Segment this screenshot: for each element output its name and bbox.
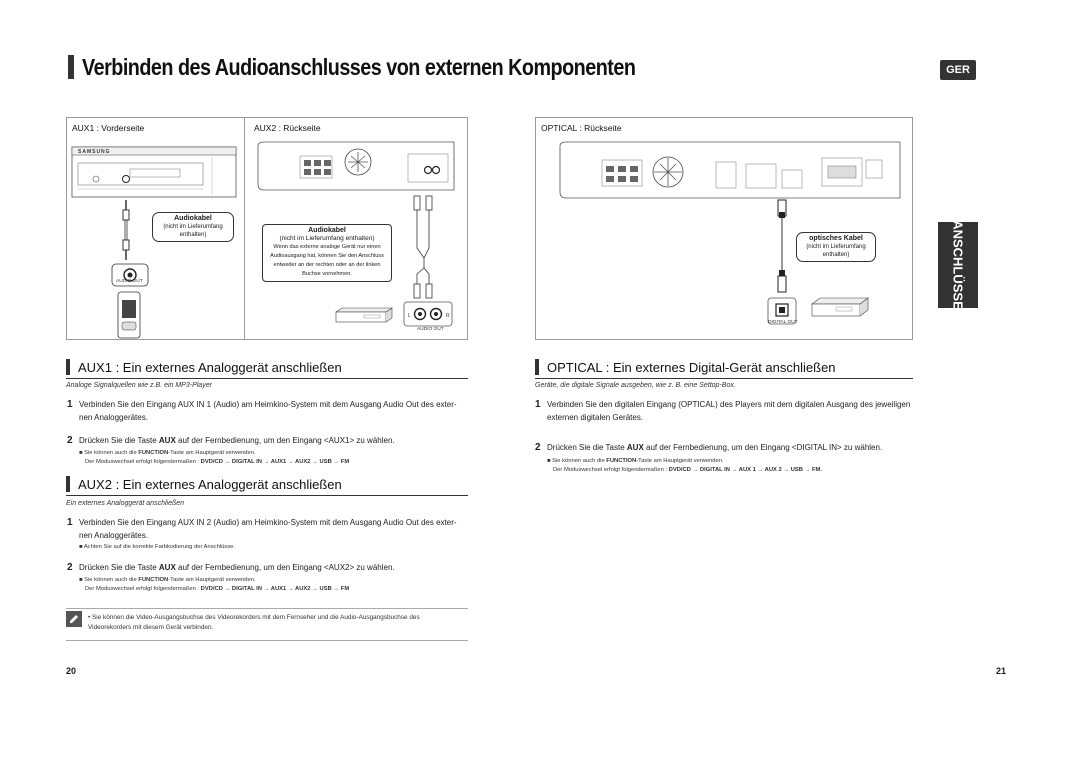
heading-marker	[535, 359, 539, 375]
optical-cable-title: optisches Kabel	[809, 235, 863, 242]
aux2-heading-text: AUX2 : Ein externes Analoggerät anschließen	[78, 476, 342, 492]
aux1-step-2-post: auf der Fernbedienung, um den Eingang <AUX1> zu wählen.	[175, 436, 395, 445]
page-number-right: 21	[996, 666, 1007, 676]
aux2-note-2-seq: DVD/CD → DIGITAL IN → AUX1 → AUX2 → USB → FM	[200, 586, 350, 592]
aux1-cable-sub: (nicht im Lieferumfang enthalten)	[163, 224, 223, 238]
aux2-step-2-post: auf der Fernbedienung, um den Eingang <AUX2> zu wählen.	[175, 563, 395, 572]
optical-heading-rule	[535, 378, 913, 379]
optical-heading-text: OPTICAL : Ein externes Digital-Gerät anschließen	[547, 359, 836, 375]
aux2-step-2-pre: Drücken Sie die Taste	[79, 563, 159, 572]
optical-step-1-text: Verbinden Sie den digitalen Eingang (OPTICAL) des Players mit dem digitalen Ausgang des jeweiligen externen digitalen Gerätes.	[547, 400, 911, 422]
section-tab-label: ANSCHLÜSSE	[950, 220, 966, 310]
tip-rule-top	[66, 608, 468, 609]
heading-marker	[66, 359, 70, 375]
aux1-panel-label: AUX1 : Vorderseite	[72, 123, 145, 133]
aux1-heading-text: AUX1 : Ein externes Analoggerät anschließen	[78, 359, 342, 375]
digital-out-label: DIGITAL OUT	[768, 320, 798, 325]
aux2-r-label: R	[446, 313, 450, 319]
optical-note-2-seq: DVD/CD → DIGITAL IN → AUX 1 → AUX 2 → USB → FM.	[668, 467, 822, 473]
square-bullet-icon: ■	[79, 450, 83, 456]
optical-step-2-post: auf der Fernbedienung, um den Eingang <DIGITAL IN> zu wählen.	[643, 443, 883, 452]
optical-note-2-pre: Der Moduswechsel erfolgt folgendermaßen :	[553, 467, 669, 473]
aux1-audio-out-label: AUDIO OUT	[116, 279, 143, 284]
aux2-note-0	[79, 543, 459, 552]
square-bullet-icon: ■	[79, 577, 83, 583]
aux2-note-1-key: FUNCTION	[138, 577, 169, 583]
aux2-cable	[410, 188, 440, 308]
aux2-note-1-pre: Sie können auch die	[84, 577, 139, 583]
aux1-note-1-pre: Sie können auch die	[84, 450, 139, 456]
aux1-heading-rule	[66, 378, 468, 379]
aux1-cable-callout	[152, 212, 234, 242]
aux1-step-2-pre: Drücken Sie die Taste	[79, 436, 159, 445]
page-number-left: 20	[66, 666, 77, 676]
optical-cable-sub: (nicht im Lieferumfang enthalten)	[806, 244, 866, 258]
aux1-note-1-key: FUNCTION	[138, 450, 169, 456]
optical-heading	[535, 359, 836, 375]
aux1-step-1-text: Verbinden Sie den Eingang AUX IN 1 (Audio) am Heimkino-System mit dem Ausgang Audio Out des exter-nen Analoggerätes.	[79, 400, 457, 422]
optical-panel-label: OPTICAL : Rückseite	[541, 123, 622, 133]
pencil-note-icon	[66, 611, 82, 627]
aux2-heading-rule	[66, 495, 468, 496]
aux1-note-2-seq: DVD/CD → DIGITAL IN → AUX1 → AUX2 → USB → FM	[200, 459, 350, 465]
square-bullet-icon: ■	[547, 458, 551, 464]
aux1-note-1-post: -Taste am Hauptgerät verwenden.	[168, 450, 256, 456]
language-badge: GER	[940, 60, 976, 80]
aux2-subtitle: Ein externes Analoggerät anschließen	[66, 500, 185, 507]
optical-note-1-key: FUNCTION	[606, 458, 637, 464]
heading-marker	[66, 476, 70, 492]
aux2-note	[79, 576, 459, 594]
optical-note-1-post: -Taste am Hauptgerät verwenden.	[636, 458, 724, 464]
vcr-illustration	[334, 306, 394, 326]
aux2-cable-sub: (nicht im Lieferumfang enthalten)	[279, 235, 375, 242]
panel-divider	[244, 117, 245, 340]
aux2-note-2-pre: Der Moduswechsel erfolgt folgendermaßen :	[85, 586, 201, 592]
section-tab	[938, 222, 978, 308]
optical-cable	[772, 198, 792, 298]
aux2-step-2-key: AUX	[158, 563, 176, 572]
aux2-note-1-post: -Taste am Hauptgerät verwenden.	[168, 577, 256, 583]
optical-subtitle: Geräte, die digitale Signale ausgeben, wie z. B. eine Settop-Box.	[535, 382, 736, 389]
optical-step-2-pre: Drücken Sie die Taste	[547, 443, 627, 452]
aux2-step-1-text: Verbinden Sie den Eingang AUX IN 2 (Audio) am Heimkino-System mit dem Ausgang Audio Out des exter-nen Analoggerätes.	[79, 518, 457, 540]
aux1-step-2: 2 Drücken Sie die Taste AUX auf der Fernbedienung, um den Eingang <AUX1> zu wählen.	[67, 435, 395, 446]
aux2-cable-callout	[262, 224, 392, 282]
aux2-l-label: L	[408, 313, 411, 319]
mp3-player-illustration	[110, 262, 150, 342]
aux1-cable	[116, 198, 136, 268]
aux2-cable-note: Wenn das externe analoge Gerät nur einen Audioausgang hat, können Sie den Anschluss entweder an der rechten oder an der linken Buchse vornehmen.	[270, 244, 384, 277]
aux1-heading	[66, 359, 342, 375]
aux1-note-2-pre: Der Moduswechsel erfolgt folgendermaßen :	[85, 459, 201, 465]
aux1-cable-title: Audiokabel	[174, 215, 212, 222]
tip-rule-bottom	[66, 640, 468, 641]
aux2-note-0-text: Achten Sie auf die korrekte Farbkodierung der Anschlüsse.	[83, 544, 235, 550]
tip-text: • Sie können die Video-Ausgangsbuchse des Videorekorders mit dem Fernseher und die Audio-Ausgangsbuchse des Videorekorders mit diesem Gerät verbinden.	[88, 614, 420, 631]
optical-step-2-key: AUX	[626, 443, 644, 452]
optical-step-1: 1 Verbinden Sie den digitalen Eingang (OPTICAL) des Players mit dem digitalen Ausgang des jeweiligen externen digitalen Gerätes.	[535, 399, 911, 422]
aux2-audio-out-label: AUDIO OUT	[417, 327, 444, 332]
aux1-step-1: 1 Verbinden Sie den Eingang AUX IN 1 (Audio) am Heimkino-System mit dem Ausgang Audio Out des exter-nen Analoggerätes.	[67, 399, 457, 422]
rear-panel-optical-illustration	[556, 140, 906, 210]
aux2-cable-title: Audiokabel	[308, 227, 346, 234]
title-marker	[68, 55, 74, 79]
aux2-step-2: 2 Drücken Sie die Taste AUX auf der Fernbedienung, um den Eingang <AUX2> zu wählen.	[67, 562, 395, 573]
aux2-heading	[66, 476, 342, 492]
optical-step-2: 2 Drücken Sie die Taste AUX auf der Fernbedienung, um den Eingang <DIGITAL IN> zu wählen.	[535, 442, 883, 453]
optical-cable-callout	[796, 232, 876, 262]
aux2-panel-label: AUX2 : Rückseite	[254, 123, 321, 133]
aux1-note	[79, 449, 459, 467]
optical-note	[547, 457, 912, 475]
page-title: Verbinden des Audioanschlusses von externen Komponenten	[82, 54, 636, 80]
optical-note-1-pre: Sie können auch die	[552, 458, 607, 464]
square-bullet-icon: ■	[79, 544, 83, 550]
settop-box-illustration	[810, 296, 870, 320]
aux1-subtitle: Analoge Signalquellen wie z.B. ein MP3-Player	[66, 382, 212, 389]
aux1-step-2-key: AUX	[158, 436, 176, 445]
front-panel-brand: SAMSUNG	[78, 149, 111, 155]
aux2-step-1: 1 Verbinden Sie den Eingang AUX IN 2 (Audio) am Heimkino-System mit dem Ausgang Audio Out des exter-nen Analoggerätes.	[67, 517, 457, 540]
